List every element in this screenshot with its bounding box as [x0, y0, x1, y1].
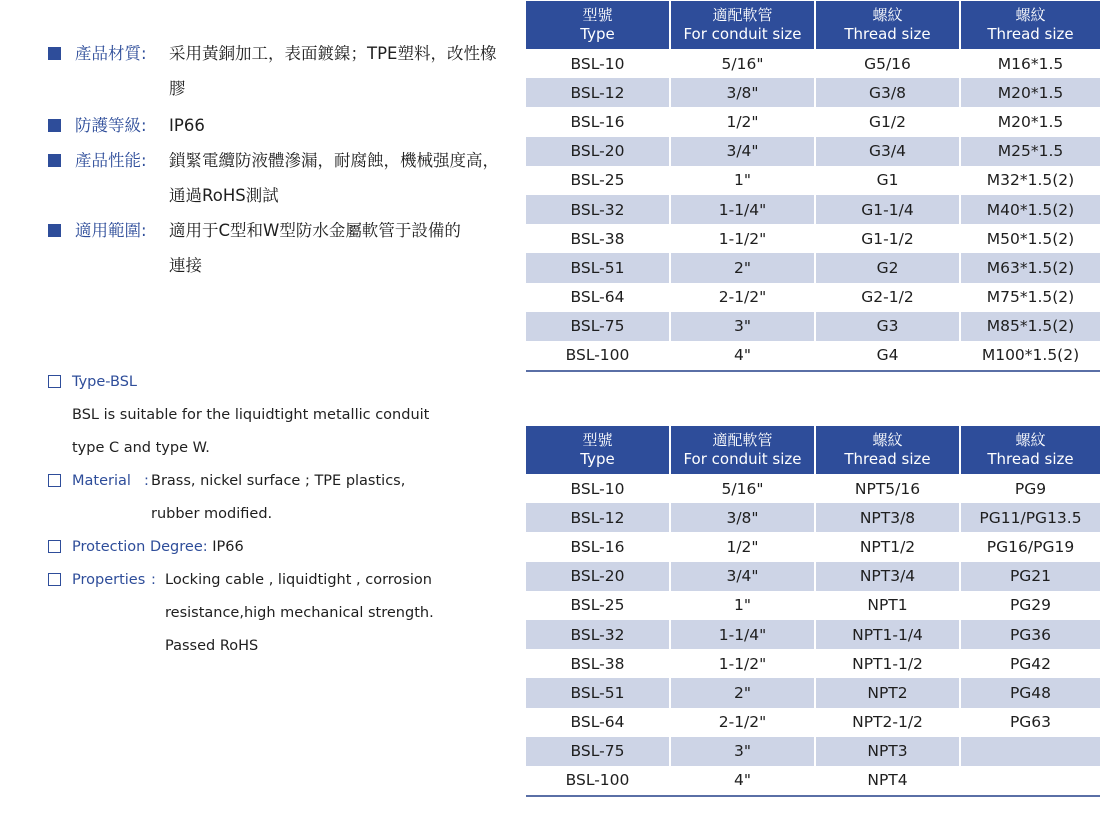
- header-conduit: 適配軟管 For conduit size: [670, 1, 815, 49]
- cn-spec-sep: :: [141, 221, 147, 240]
- table-cell: BSL-12: [526, 78, 670, 107]
- table-cell: 1-1/4": [670, 620, 815, 649]
- en-spec-material-text: Brass, nickel surface ; TPE plastics, rubber modified.: [151, 473, 406, 522]
- cn-spec-list: [48, 36, 508, 283]
- table-cell: BSL-25: [570, 171, 625, 190]
- table-cell: PG36: [960, 620, 1100, 649]
- table-row: [526, 562, 1100, 591]
- checkbox-square-icon: [48, 540, 61, 553]
- en-spec-properties-text: Locking cable , liquidtight , corrosion resistance,high mechanical strength. Passed RoHS: [165, 572, 434, 654]
- cn-spec-application: [48, 213, 508, 283]
- en-spec-title: Type-BSL: [72, 374, 137, 390]
- table-cell: 2-1/2": [670, 283, 815, 312]
- table-cell: BSL-20: [526, 137, 670, 166]
- table-row: [526, 253, 1100, 282]
- table-cell: 1-1/2": [670, 224, 815, 253]
- square-bullet-icon: [48, 119, 61, 132]
- en-spec-material-label: Material: [72, 473, 131, 489]
- table-cell: 3": [670, 312, 815, 341]
- table-cell: BSL-32: [526, 195, 670, 224]
- table-cell: G2-1/2: [815, 283, 960, 312]
- table-row: [526, 620, 1100, 649]
- table-row: [526, 166, 1100, 195]
- en-spec-protection: Protection Degree: IP66: [48, 531, 508, 564]
- cn-spec-text: IP66: [169, 116, 205, 135]
- table-cell: M20*1.5: [960, 107, 1100, 136]
- table-cell: 4": [670, 766, 815, 796]
- table-cell: BSL-38: [570, 229, 625, 248]
- table-cell: 2": [670, 678, 815, 707]
- table-cell: M40*1.5(2): [960, 195, 1100, 224]
- table-cell: PG29: [960, 591, 1100, 620]
- table-cell: 1-1/4": [670, 195, 815, 224]
- table-cell: 5/16": [670, 49, 815, 78]
- table-cell: M20*1.5: [960, 78, 1100, 107]
- table-cell: BSL-32: [526, 620, 670, 649]
- table-cell: PG63: [960, 708, 1100, 737]
- checkbox-square-icon: [48, 573, 61, 586]
- en-spec-material: Material : Brass, nickel surface ; TPE plastics, rubber modified.: [48, 465, 508, 531]
- table-row: [526, 312, 1100, 341]
- cn-spec-text: 采用黃銅加工，表面鍍鎳；TPE塑料，改性橡膠: [169, 44, 497, 98]
- table-cell: G3: [815, 312, 960, 341]
- table-row: [526, 474, 1100, 503]
- table-body: [526, 474, 1100, 796]
- table-cell: 4": [670, 341, 815, 371]
- table-row: [526, 591, 1100, 620]
- table-cell: G1/2: [815, 107, 960, 136]
- table-cell: 1-1/2": [670, 649, 815, 678]
- cn-spec-material: [48, 36, 508, 106]
- header-conduit: 適配軟管 For conduit size: [670, 426, 815, 474]
- en-spec-list: [48, 366, 508, 663]
- table-row: [526, 137, 1100, 166]
- header-thread: 螺紋 Thread size: [815, 1, 960, 49]
- table-cell: NPT1-1/4: [815, 620, 960, 649]
- table-cell: M85*1.5(2): [960, 312, 1100, 341]
- cn-spec-label: 產品性能: [75, 151, 141, 170]
- cn-spec-text: 適用于C型和W型防水金屬軟管于設備的連接: [169, 221, 461, 275]
- table-cell: 3/8": [670, 78, 815, 107]
- table-cell: 3/8": [670, 503, 815, 532]
- table-cell: NPT2-1/2: [815, 708, 960, 737]
- table-cell: [960, 766, 1100, 796]
- table-cell: NPT1-1/2: [815, 649, 960, 678]
- table-cell: M75*1.5(2): [960, 283, 1100, 312]
- spec-table-metric: [526, 1, 1100, 372]
- en-spec-desc: BSL is suitable for the liquidtight metallic conduit type C and type W.: [72, 407, 430, 456]
- table-cell: 3": [670, 737, 815, 766]
- table-cell: BSL-16: [570, 112, 625, 131]
- table-cell: PG11/PG13.5: [960, 503, 1100, 532]
- cn-spec-performance: [48, 143, 508, 213]
- table-cell: NPT5/16: [815, 474, 960, 503]
- table-cell: 2-1/2": [670, 708, 815, 737]
- table-cell: PG16/PG19: [960, 532, 1100, 561]
- table-row: [526, 283, 1100, 312]
- table-row: [526, 78, 1100, 107]
- table-cell: G1: [815, 166, 960, 195]
- table-row: [526, 678, 1100, 707]
- table-row: [526, 649, 1100, 678]
- header-type: 型號 Type: [526, 1, 670, 49]
- table-cell: G2: [815, 253, 960, 282]
- header-thread: 螺紋 Thread size: [960, 1, 1100, 49]
- table-cell: 1": [670, 166, 815, 195]
- checkbox-square-icon: [48, 375, 61, 388]
- table-row: [526, 708, 1100, 737]
- table-cell: NPT3/4: [815, 562, 960, 591]
- table-cell: 2": [670, 253, 815, 282]
- table-cell: [960, 737, 1100, 766]
- cn-spec-sep: :: [141, 116, 147, 135]
- table-cell: 1": [670, 591, 815, 620]
- cn-spec-sep: :: [141, 44, 147, 63]
- square-bullet-icon: [48, 47, 61, 60]
- table-cell: BSL-38: [570, 654, 625, 673]
- table-row: [526, 503, 1100, 532]
- en-spec-protection-label: Protection Degree: [72, 539, 203, 555]
- table-cell: NPT3: [815, 737, 960, 766]
- header-type: 型號 Type: [526, 426, 670, 474]
- table-cell: PG42: [960, 649, 1100, 678]
- en-spec-title-row: [48, 366, 508, 399]
- table-cell: G1-1/4: [815, 195, 960, 224]
- table-cell: G3/4: [815, 137, 960, 166]
- table-row: [526, 224, 1100, 253]
- table-cell: BSL-10: [570, 54, 625, 73]
- table-row: [526, 341, 1100, 371]
- table-cell: BSL-64: [570, 288, 625, 307]
- table-cell: NPT4: [815, 766, 960, 796]
- table-cell: NPT3/8: [815, 503, 960, 532]
- table-cell: BSL-51: [526, 678, 670, 707]
- table-row: [526, 766, 1100, 796]
- table-cell: BSL-25: [570, 596, 625, 615]
- table-cell: NPT2: [815, 678, 960, 707]
- table-row: [526, 107, 1100, 136]
- cn-spec-label: 產品材質: [75, 44, 141, 63]
- table-row: [526, 195, 1100, 224]
- table-cell: G4: [815, 341, 960, 371]
- cn-spec-sep: :: [141, 151, 147, 170]
- table-cell: PG48: [960, 678, 1100, 707]
- table-cell: M100*1.5(2): [960, 341, 1100, 371]
- table-cell: G3/8: [815, 78, 960, 107]
- spec-table-npt: [526, 426, 1100, 797]
- table-cell: 1/2": [670, 107, 815, 136]
- en-spec-properties-label: Properties: [72, 572, 146, 588]
- table-cell: BSL-64: [570, 713, 625, 732]
- table-cell: BSL-16: [570, 537, 625, 556]
- table-cell: NPT1: [815, 591, 960, 620]
- square-bullet-icon: [48, 224, 61, 237]
- table-cell: BSL-12: [526, 503, 670, 532]
- en-spec-properties: Properties : Locking cable , liquidtight , corrosion resistance,high mechanical strength. Passed RoHS: [48, 564, 508, 663]
- table-cell: BSL-20: [526, 562, 670, 591]
- table-cell: 5/16": [670, 474, 815, 503]
- table-header-row: [526, 426, 1100, 474]
- table-cell: 3/4": [670, 562, 815, 591]
- checkbox-square-icon: [48, 474, 61, 487]
- table-body: [526, 49, 1100, 371]
- header-thread: 螺紋 Thread size: [960, 426, 1100, 474]
- cn-spec-protection: [48, 108, 508, 143]
- table-row: [526, 532, 1100, 561]
- cn-spec-label: 適用範圍: [75, 221, 141, 240]
- cn-spec-label: 防護等級: [75, 116, 141, 135]
- table-row: [526, 49, 1100, 78]
- table-cell: BSL-10: [570, 479, 625, 498]
- header-thread: 螺紋 Thread size: [815, 426, 960, 474]
- table-cell: M63*1.5(2): [960, 253, 1100, 282]
- table-cell: PG9: [960, 474, 1100, 503]
- table-cell: BSL-100: [526, 341, 670, 371]
- table-cell: G5/16: [815, 49, 960, 78]
- table-cell: PG21: [960, 562, 1100, 591]
- table-cell: NPT1/2: [815, 532, 960, 561]
- table-cell: 3/4": [670, 137, 815, 166]
- table-row: [526, 737, 1100, 766]
- table-cell: M25*1.5: [960, 137, 1100, 166]
- table-cell: BSL-51: [526, 253, 670, 282]
- table-cell: 1/2": [670, 532, 815, 561]
- table-header-row: [526, 1, 1100, 49]
- en-spec-protection-text: IP66: [212, 539, 244, 555]
- table-cell: M50*1.5(2): [960, 224, 1100, 253]
- table-cell: BSL-100: [526, 766, 670, 796]
- table-cell: G1-1/2: [815, 224, 960, 253]
- table-cell: BSL-75: [526, 737, 670, 766]
- table-cell: M16*1.5: [960, 49, 1100, 78]
- cn-spec-text: 鎖緊電纜防液體滲漏，耐腐蝕，機械强度高，通過RoHS測試: [169, 151, 499, 205]
- table-cell: BSL-75: [526, 312, 670, 341]
- square-bullet-icon: [48, 154, 61, 167]
- table-cell: M32*1.5(2): [960, 166, 1100, 195]
